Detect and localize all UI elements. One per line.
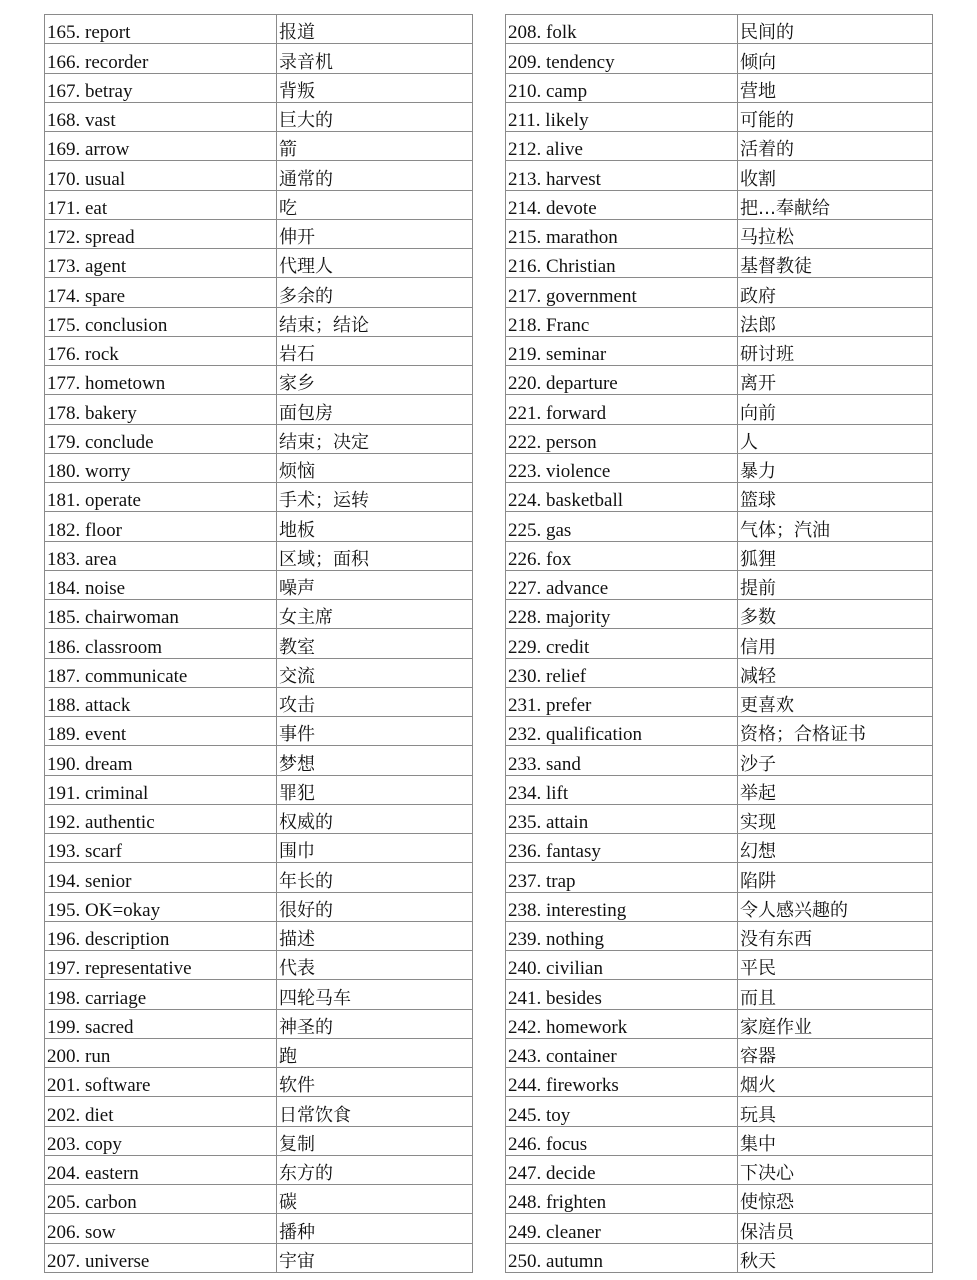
vocab-row [45, 278, 473, 307]
vocab-row [45, 132, 473, 161]
vocab-word-cell: 182. floor [45, 512, 277, 541]
vocab-meaning-cell: 沙子 [738, 746, 933, 775]
vocab-meaning-cell: 陷阱 [738, 863, 933, 892]
vocab-word-cell: 232. qualification [506, 717, 738, 746]
vocabulary-table-right-body [506, 15, 933, 1273]
vocab-word-cell: 225. gas [506, 512, 738, 541]
vocab-row [45, 1009, 473, 1038]
vocab-word-cell: 167. betray [45, 73, 277, 102]
vocab-meaning-cell: 法郎 [738, 307, 933, 336]
vocab-meaning-cell: 平民 [738, 951, 933, 980]
vocab-word-cell: 190. dream [45, 746, 277, 775]
vocab-row [506, 687, 933, 716]
vocab-row [506, 775, 933, 804]
vocab-word-cell: 222. person [506, 424, 738, 453]
vocab-row [506, 717, 933, 746]
vocab-row [45, 249, 473, 278]
vocab-meaning-cell: 而且 [738, 980, 933, 1009]
vocab-row [45, 483, 473, 512]
vocab-word-cell: 195. OK=okay [45, 892, 277, 921]
vocab-word-cell: 176. rock [45, 336, 277, 365]
vocab-meaning-cell: 交流 [277, 658, 473, 687]
vocab-row [45, 512, 473, 541]
vocab-word-cell: 187. communicate [45, 658, 277, 687]
vocab-word-cell: 239. nothing [506, 921, 738, 950]
vocab-row [506, 73, 933, 102]
vocab-word-cell: 171. eat [45, 190, 277, 219]
vocab-meaning-cell: 代理人 [277, 249, 473, 278]
vocab-word-cell: 245. toy [506, 1097, 738, 1126]
vocab-meaning-cell: 结束；决定 [277, 424, 473, 453]
vocab-row [506, 161, 933, 190]
vocab-word-cell: 185. chairwoman [45, 600, 277, 629]
vocab-meaning-cell: 举起 [738, 775, 933, 804]
vocab-row [506, 570, 933, 599]
vocab-row [506, 483, 933, 512]
vocab-word-cell: 203. copy [45, 1126, 277, 1155]
vocab-word-cell: 213. harvest [506, 161, 738, 190]
vocab-row [45, 1068, 473, 1097]
vocab-row [506, 1155, 933, 1184]
vocab-word-cell: 170. usual [45, 161, 277, 190]
vocab-meaning-cell: 令人感兴趣的 [738, 892, 933, 921]
vocab-row [506, 307, 933, 336]
vocab-meaning-cell: 玩具 [738, 1097, 933, 1126]
vocab-word-cell: 244. fireworks [506, 1068, 738, 1097]
vocab-meaning-cell: 代表 [277, 951, 473, 980]
vocab-row [45, 73, 473, 102]
vocab-meaning-cell: 基督教徒 [738, 249, 933, 278]
vocab-word-cell: 169. arrow [45, 132, 277, 161]
vocab-word-cell: 236. fantasy [506, 834, 738, 863]
vocab-meaning-cell: 使惊恐 [738, 1185, 933, 1214]
vocab-word-cell: 186. classroom [45, 629, 277, 658]
vocab-word-cell: 243. container [506, 1038, 738, 1067]
vocab-meaning-cell: 东方的 [277, 1155, 473, 1184]
vocab-meaning-cell: 多数 [738, 600, 933, 629]
vocab-meaning-cell: 很好的 [277, 892, 473, 921]
vocab-row [45, 1243, 473, 1272]
vocab-row [506, 336, 933, 365]
vocab-row [506, 1068, 933, 1097]
vocab-meaning-cell: 报道 [277, 15, 473, 44]
vocab-row [506, 102, 933, 131]
vocab-row [506, 804, 933, 833]
vocab-word-cell: 223. violence [506, 453, 738, 482]
vocab-meaning-cell: 更喜欢 [738, 687, 933, 716]
vocab-word-cell: 215. marathon [506, 219, 738, 248]
vocab-word-cell: 249. cleaner [506, 1214, 738, 1243]
vocab-row [45, 366, 473, 395]
vocab-meaning-cell: 民间的 [738, 15, 933, 44]
vocab-row [45, 219, 473, 248]
vocab-word-cell: 174. spare [45, 278, 277, 307]
vocab-row [45, 190, 473, 219]
vocab-row [506, 980, 933, 1009]
vocab-word-cell: 235. attain [506, 804, 738, 833]
vocab-meaning-cell: 容器 [738, 1038, 933, 1067]
vocab-row [506, 219, 933, 248]
vocab-meaning-cell: 营地 [738, 73, 933, 102]
vocab-row [506, 424, 933, 453]
vocab-row [45, 1155, 473, 1184]
vocab-row [45, 980, 473, 1009]
vocab-row [45, 1097, 473, 1126]
vocab-word-cell: 233. sand [506, 746, 738, 775]
vocab-word-cell: 211. likely [506, 102, 738, 131]
vocab-meaning-cell: 事件 [277, 717, 473, 746]
vocab-word-cell: 242. homework [506, 1009, 738, 1038]
vocab-meaning-cell: 吃 [277, 190, 473, 219]
vocab-word-cell: 247. decide [506, 1155, 738, 1184]
vocab-word-cell: 177. hometown [45, 366, 277, 395]
vocab-meaning-cell: 家乡 [277, 366, 473, 395]
vocab-meaning-cell: 描述 [277, 921, 473, 950]
vocab-word-cell: 221. forward [506, 395, 738, 424]
vocab-word-cell: 210. camp [506, 73, 738, 102]
vocab-row [45, 15, 473, 44]
vocab-row [45, 600, 473, 629]
vocab-meaning-cell: 软件 [277, 1068, 473, 1097]
vocab-meaning-cell: 区域；面积 [277, 541, 473, 570]
vocab-word-cell: 204. eastern [45, 1155, 277, 1184]
vocab-meaning-cell: 暴力 [738, 453, 933, 482]
vocab-meaning-cell: 下决心 [738, 1155, 933, 1184]
vocab-row [506, 395, 933, 424]
vocab-word-cell: 192. authentic [45, 804, 277, 833]
vocab-meaning-cell: 家庭作业 [738, 1009, 933, 1038]
vocab-word-cell: 173. agent [45, 249, 277, 278]
vocab-row [506, 600, 933, 629]
vocab-row [506, 278, 933, 307]
vocab-word-cell: 205. carbon [45, 1185, 277, 1214]
vocab-row [45, 570, 473, 599]
vocab-row [45, 1185, 473, 1214]
vocab-row [506, 951, 933, 980]
vocab-meaning-cell: 没有东西 [738, 921, 933, 950]
vocab-meaning-cell: 噪声 [277, 570, 473, 599]
vocab-row [506, 658, 933, 687]
vocab-meaning-cell: 向前 [738, 395, 933, 424]
vocab-row [506, 1097, 933, 1126]
vocab-row [506, 834, 933, 863]
vocab-row [45, 541, 473, 570]
vocab-meaning-cell: 录音机 [277, 44, 473, 73]
vocab-row [506, 1243, 933, 1272]
vocab-row [45, 336, 473, 365]
vocab-meaning-cell: 年长的 [277, 863, 473, 892]
vocab-row [45, 775, 473, 804]
vocab-row [45, 1214, 473, 1243]
vocab-meaning-cell: 教室 [277, 629, 473, 658]
vocab-meaning-cell: 实现 [738, 804, 933, 833]
vocab-word-cell: 241. besides [506, 980, 738, 1009]
vocab-row [506, 190, 933, 219]
vocab-word-cell: 184. noise [45, 570, 277, 599]
vocab-row [506, 541, 933, 570]
vocab-word-cell: 229. credit [506, 629, 738, 658]
vocab-row [506, 132, 933, 161]
vocab-row [506, 863, 933, 892]
vocab-meaning-cell: 把…奉献给 [738, 190, 933, 219]
vocab-row [45, 863, 473, 892]
vocab-word-cell: 180. worry [45, 453, 277, 482]
vocab-word-cell: 218. Franc [506, 307, 738, 336]
vocab-word-cell: 237. trap [506, 863, 738, 892]
vocab-meaning-cell: 篮球 [738, 483, 933, 512]
vocab-row [506, 746, 933, 775]
vocab-word-cell: 217. government [506, 278, 738, 307]
vocab-meaning-cell: 政府 [738, 278, 933, 307]
vocab-meaning-cell: 面包房 [277, 395, 473, 424]
vocabulary-table-left [44, 14, 473, 1273]
vocab-word-cell: 226. fox [506, 541, 738, 570]
vocab-word-cell: 240. civilian [506, 951, 738, 980]
vocab-word-cell: 224. basketball [506, 483, 738, 512]
vocab-word-cell: 206. sow [45, 1214, 277, 1243]
vocab-row [45, 102, 473, 131]
vocab-row [506, 453, 933, 482]
vocab-meaning-cell: 研讨班 [738, 336, 933, 365]
vocab-meaning-cell: 幻想 [738, 834, 933, 863]
vocab-meaning-cell: 罪犯 [277, 775, 473, 804]
vocab-meaning-cell: 地板 [277, 512, 473, 541]
vocab-word-cell: 200. run [45, 1038, 277, 1067]
vocab-word-cell: 178. bakery [45, 395, 277, 424]
vocab-word-cell: 188. attack [45, 687, 277, 716]
vocab-meaning-cell: 气体；汽油 [738, 512, 933, 541]
vocab-word-cell: 202. diet [45, 1097, 277, 1126]
vocab-meaning-cell: 四轮马车 [277, 980, 473, 1009]
vocab-word-cell: 189. event [45, 717, 277, 746]
vocab-row [45, 892, 473, 921]
vocab-meaning-cell: 日常饮食 [277, 1097, 473, 1126]
vocab-meaning-cell: 手术；运转 [277, 483, 473, 512]
vocab-word-cell: 250. autumn [506, 1243, 738, 1272]
vocab-meaning-cell: 神圣的 [277, 1009, 473, 1038]
vocab-row [45, 834, 473, 863]
vocab-meaning-cell: 背叛 [277, 73, 473, 102]
vocab-meaning-cell: 跑 [277, 1038, 473, 1067]
vocab-row [506, 892, 933, 921]
vocab-word-cell: 214. devote [506, 190, 738, 219]
vocab-row [45, 951, 473, 980]
vocab-word-cell: 234. lift [506, 775, 738, 804]
vocab-word-cell: 196. description [45, 921, 277, 950]
vocab-word-cell: 228. majority [506, 600, 738, 629]
vocab-word-cell: 227. advance [506, 570, 738, 599]
vocab-word-cell: 166. recorder [45, 44, 277, 73]
vocab-word-cell: 208. folk [506, 15, 738, 44]
vocab-row [506, 249, 933, 278]
vocab-row [45, 453, 473, 482]
vocab-meaning-cell: 倾向 [738, 44, 933, 73]
vocabulary-table-left-body [45, 15, 473, 1273]
vocab-word-cell: 175. conclusion [45, 307, 277, 336]
vocab-row [506, 1009, 933, 1038]
vocab-row [506, 44, 933, 73]
vocab-row [45, 687, 473, 716]
vocab-meaning-cell: 伸开 [277, 219, 473, 248]
vocab-meaning-cell: 权威的 [277, 804, 473, 833]
vocab-word-cell: 219. seminar [506, 336, 738, 365]
vocab-meaning-cell: 资格；合格证书 [738, 717, 933, 746]
vocab-row [506, 15, 933, 44]
vocab-row [506, 1126, 933, 1155]
vocab-row [45, 629, 473, 658]
vocab-meaning-cell: 狐狸 [738, 541, 933, 570]
vocab-row [506, 921, 933, 950]
vocab-meaning-cell: 通常的 [277, 161, 473, 190]
vocab-row [45, 1126, 473, 1155]
vocab-row [506, 629, 933, 658]
vocab-meaning-cell: 岩石 [277, 336, 473, 365]
vocab-word-cell: 209. tendency [506, 44, 738, 73]
vocab-row [45, 658, 473, 687]
vocab-meaning-cell: 围巾 [277, 834, 473, 863]
vocab-word-cell: 181. operate [45, 483, 277, 512]
vocab-row [506, 366, 933, 395]
vocab-word-cell: 220. departure [506, 366, 738, 395]
vocab-word-cell: 212. alive [506, 132, 738, 161]
vocab-meaning-cell: 播种 [277, 1214, 473, 1243]
vocab-row [45, 921, 473, 950]
vocab-word-cell: 183. area [45, 541, 277, 570]
vocab-meaning-cell: 烦恼 [277, 453, 473, 482]
vocab-meaning-cell: 信用 [738, 629, 933, 658]
vocab-row [45, 1038, 473, 1067]
vocab-word-cell: 198. carriage [45, 980, 277, 1009]
vocab-word-cell: 238. interesting [506, 892, 738, 921]
vocabulary-table-right [505, 14, 933, 1273]
vocab-meaning-cell: 人 [738, 424, 933, 453]
vocab-word-cell: 197. representative [45, 951, 277, 980]
vocab-row [45, 424, 473, 453]
vocab-row [45, 44, 473, 73]
vocab-word-cell: 246. focus [506, 1126, 738, 1155]
vocab-row [506, 1185, 933, 1214]
vocab-row [506, 1038, 933, 1067]
vocab-word-cell: 199. sacred [45, 1009, 277, 1038]
vocab-meaning-cell: 女主席 [277, 600, 473, 629]
vocab-meaning-cell: 可能的 [738, 102, 933, 131]
vocab-word-cell: 207. universe [45, 1243, 277, 1272]
vocab-word-cell: 201. software [45, 1068, 277, 1097]
vocab-meaning-cell: 集中 [738, 1126, 933, 1155]
vocab-meaning-cell: 巨大的 [277, 102, 473, 131]
vocab-meaning-cell: 秋天 [738, 1243, 933, 1272]
vocab-meaning-cell: 保洁员 [738, 1214, 933, 1243]
vocab-meaning-cell: 离开 [738, 366, 933, 395]
vocab-row [45, 804, 473, 833]
vocab-word-cell: 191. criminal [45, 775, 277, 804]
vocab-meaning-cell: 攻击 [277, 687, 473, 716]
vocab-word-cell: 172. spread [45, 219, 277, 248]
vocab-word-cell: 168. vast [45, 102, 277, 131]
vocab-word-cell: 165. report [45, 15, 277, 44]
vocab-word-cell: 216. Christian [506, 249, 738, 278]
vocab-word-cell: 194. senior [45, 863, 277, 892]
vocab-row [45, 395, 473, 424]
vocab-word-cell: 248. frighten [506, 1185, 738, 1214]
vocab-meaning-cell: 宇宙 [277, 1243, 473, 1272]
vocab-word-cell: 179. conclude [45, 424, 277, 453]
vocab-row [506, 512, 933, 541]
vocab-row [45, 717, 473, 746]
vocab-meaning-cell: 提前 [738, 570, 933, 599]
vocab-row [45, 307, 473, 336]
vocab-meaning-cell: 减轻 [738, 658, 933, 687]
vocab-row [506, 1214, 933, 1243]
vocab-meaning-cell: 马拉松 [738, 219, 933, 248]
vocab-meaning-cell: 多余的 [277, 278, 473, 307]
vocab-row [45, 161, 473, 190]
vocab-row [45, 746, 473, 775]
vocab-meaning-cell: 结束；结论 [277, 307, 473, 336]
vocab-meaning-cell: 梦想 [277, 746, 473, 775]
vocab-word-cell: 230. relief [506, 658, 738, 687]
vocab-meaning-cell: 碳 [277, 1185, 473, 1214]
vocab-meaning-cell: 箭 [277, 132, 473, 161]
vocab-word-cell: 231. prefer [506, 687, 738, 716]
vocab-meaning-cell: 烟火 [738, 1068, 933, 1097]
vocab-word-cell: 193. scarf [45, 834, 277, 863]
vocab-meaning-cell: 收割 [738, 161, 933, 190]
vocab-meaning-cell: 复制 [277, 1126, 473, 1155]
vocab-meaning-cell: 活着的 [738, 132, 933, 161]
